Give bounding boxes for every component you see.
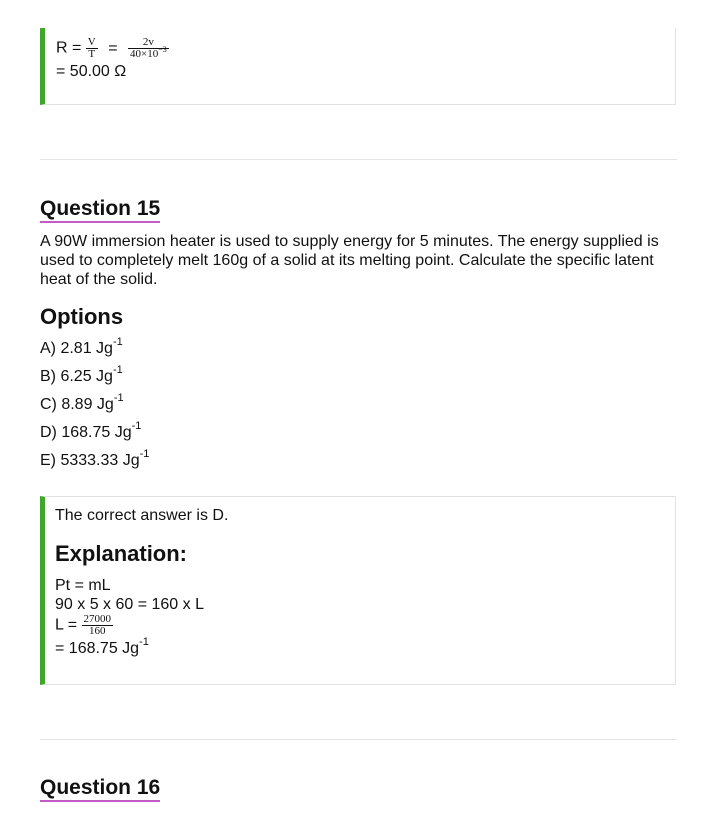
r-prefix: R = (56, 39, 86, 57)
fraction-numerator: V (87, 36, 96, 48)
explanation-result (55, 635, 149, 658)
option-d (40, 419, 142, 442)
fraction-numerator: 27000 (83, 613, 112, 625)
v-over-t-fraction (86, 37, 98, 60)
option-c (40, 391, 124, 414)
correct-answer-text: The correct answer is D. (55, 507, 229, 524)
options-heading: Options (40, 304, 124, 329)
option-label: E) 5333.33 Jg (40, 452, 140, 469)
previous-formula-line (56, 37, 169, 60)
option-a (40, 335, 123, 358)
fraction-denominator: T (88, 48, 96, 60)
unit-exponent: -1 (112, 335, 123, 348)
question-15-text: A 90W immersion heater is used to supply energy for 5 minutes. The energy supplied is used to completely melt 160g of a solid at its melting point. Calculate the specific latent heat of the solid. (40, 233, 659, 288)
energy-over-mass-fraction (82, 614, 114, 637)
question-16-title: Question 16 (40, 776, 160, 802)
l-prefix: L = (55, 616, 82, 634)
explanation-heading: Explanation: (55, 541, 188, 566)
option-label: C) 8.89 Jg (40, 396, 114, 413)
previous-result: = 50.00 Ω (56, 63, 127, 80)
fraction-denominator: 160 (89, 625, 106, 637)
unit-exponent: -1 (139, 635, 149, 648)
fraction-denominator (128, 45, 169, 60)
unit-exponent: -1 (112, 363, 123, 376)
question-15-title: Question 15 (40, 197, 160, 223)
denominator-base: 40×10 (130, 48, 159, 60)
option-label: A) 2.81 Jg (40, 340, 113, 357)
result-value: = 168.75 Jg (55, 640, 140, 657)
unit-exponent: -1 (131, 419, 142, 432)
explanation-line-2: 90 x 5 x 60 = 160 x L (55, 596, 204, 613)
unit-exponent: -1 (139, 447, 150, 460)
option-label: B) 6.25 Jg (40, 368, 113, 385)
explanation-line-1: Pt = mL (55, 577, 111, 594)
unit-exponent: -1 (113, 391, 124, 404)
option-e (40, 447, 150, 470)
section-divider (40, 739, 677, 740)
equals-sign: = (108, 39, 118, 57)
fraction-numerator: 2v (128, 37, 169, 49)
denominator-exponent: −3 (158, 45, 167, 55)
option-label: D) 168.75 Jg (40, 424, 132, 441)
value-fraction (128, 37, 169, 60)
explanation-fraction-line (55, 614, 113, 637)
option-b (40, 363, 123, 386)
section-divider (40, 159, 677, 160)
